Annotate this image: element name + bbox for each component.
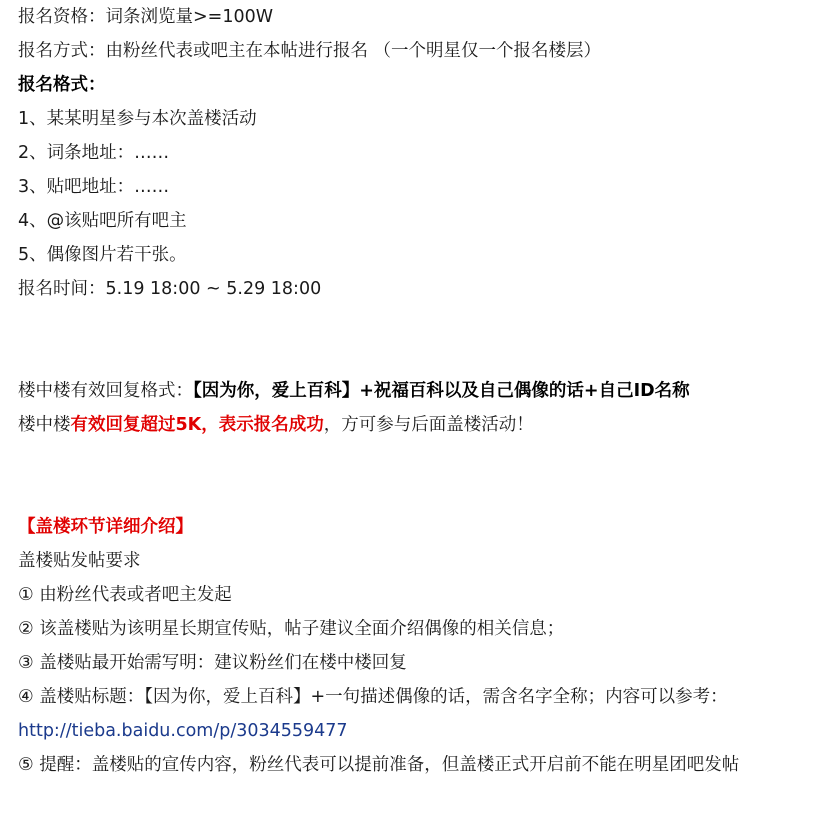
reply-rule-prefix: 楼中楼 [18,415,71,435]
format-item-4: 4、@该贴吧所有吧主 [18,211,187,231]
reply-rule-line [18,408,833,442]
format-item-1: 1、某某明星参与本次盖楼活动 [18,109,257,129]
reminder-line: ⑤ 提醒：盖楼贴的宣传内容，粉丝代表可以提前准备，但盖楼正式开启前不能在明星团吧发帖 [18,755,740,775]
format-item-3: 3、贴吧地址：…… [18,177,170,197]
signup-time-line: 报名时间：5.19 18:00 ~ 5.29 18:00 [18,279,322,299]
reference-link-line [18,714,833,748]
reply-format-prefix: 楼中楼有效回复格式： [18,381,193,401]
format-item-2: 2、词条地址：…… [18,143,170,163]
format-item-5: 5、偶像图片若干张。 [18,245,187,265]
section-item-4: ④ 盖楼贴标题：【因为你，爱上百科】+一句描述偶像的话，需含名字全称；内容可以参考： [18,687,728,707]
spacer [18,306,833,340]
method-line: 报名方式：由粉丝代表或吧主在本帖进行报名 （一个明星仅一个报名楼层） [18,41,602,61]
spacer [18,442,833,476]
section-subheading: 盖楼贴发帖要求 [18,551,141,571]
format-heading: 报名格式： [18,75,106,95]
spacer [18,476,833,510]
reference-link[interactable]: http://tieba.baidu.com/p/3034559477 [18,721,348,741]
section-item-1: ① 由粉丝代表或者吧主发起 [18,585,232,605]
section-item-2: ② 该盖楼贴为该明星长期宣传贴，帖子建议全面介绍偶像的相关信息； [18,619,565,639]
reply-format-bold: 【因为你，爱上百科】+祝福百科以及自己偶像的话+自己ID名称 [193,381,690,401]
spacer [18,340,833,374]
reply-rule-highlight: 有效回复超过5K，表示报名成功 [70,415,324,435]
reply-format-line [18,374,833,408]
section-item-3: ③ 盖楼贴最开始需写明：建议粉丝们在楼中楼回复 [18,653,407,673]
section-heading: 【盖楼环节详细介绍】 [18,517,193,537]
qualification-line: 报名资格：词条浏览量>=100W [18,7,274,27]
reply-rule-suffix: ，方可参与后面盖楼活动！ [323,415,534,435]
